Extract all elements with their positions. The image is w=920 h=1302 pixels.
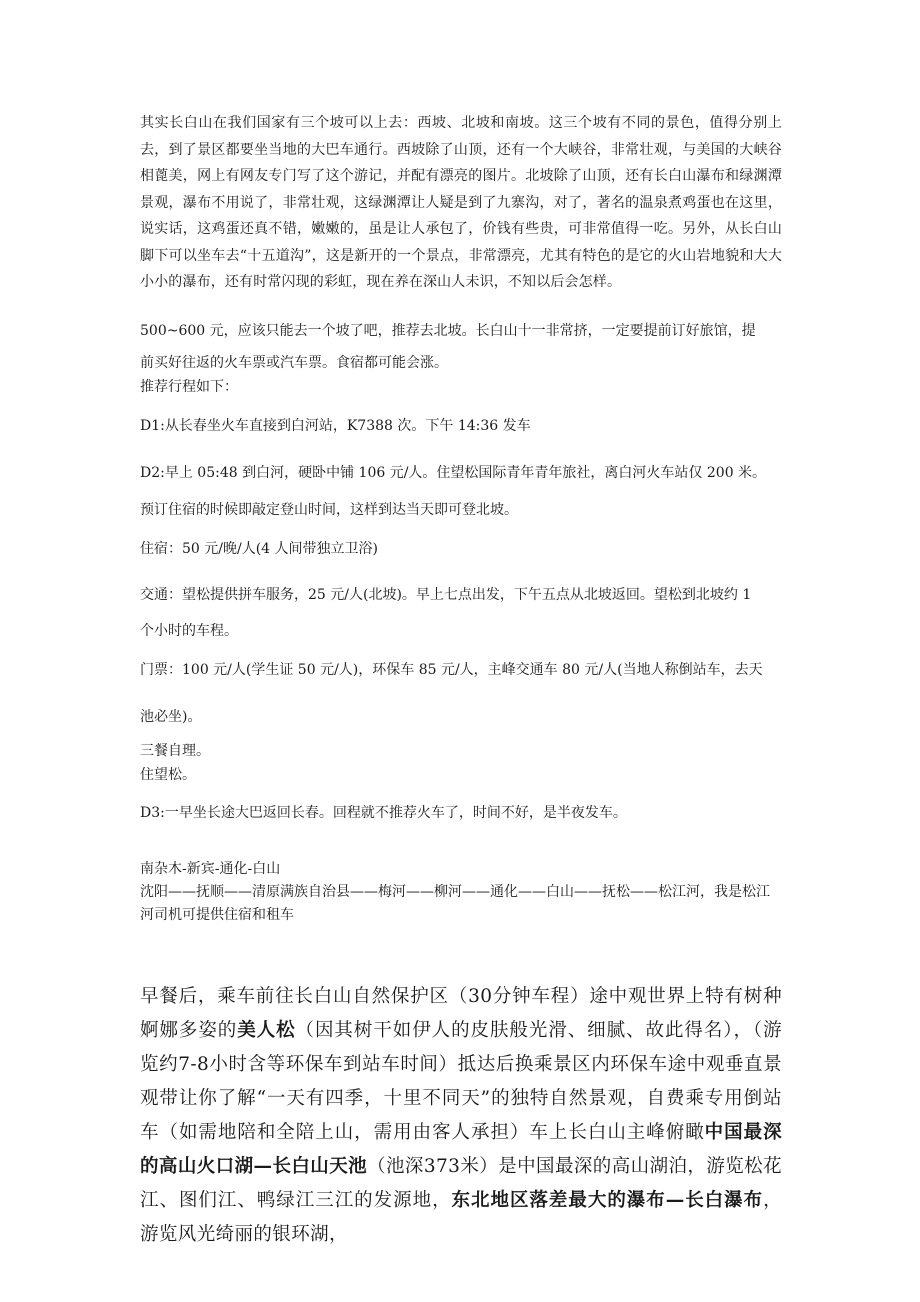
tour-text-2: （因其树干如伊人的皮肤般光滑、细腻、故此得名），（游览约7-8小时含等环保车到站车时间）抵达后换乘景区内环保车途中观垂直景观带让你了解“一天有四季，十里不同天”的独特自然景观，自费乘专用倒站车（如需地陪和全陪上山，需用由客人承担）车上长白山主峰俯瞰 xyxy=(140,1020,782,1143)
tour-text-4: ，游览风光绮丽的银环湖， xyxy=(140,1190,782,1245)
stay-info: 住望松。 xyxy=(140,767,196,783)
tickets-line-1: 门票：100 元/人(学生证 50 元/人)，环保车 85 元/人，主峰交通车 80 元/人(当地人称倒站车，去天 xyxy=(140,662,763,678)
itinerary-day-3: D3:一早坐长途大巴返回长春。回程就不推荐火车了，时间不好，是半夜发车。 xyxy=(140,805,627,821)
tour-text-1: 早餐后，乘车前往长白山自然保护区（30分钟车程）途中观世界上特有树种婀娜多姿的 xyxy=(140,986,782,1041)
itinerary-heading: 推荐行程如下： xyxy=(140,379,238,395)
route-section xyxy=(140,858,782,927)
budget-line-2: 前买好往返的火车票或汽车票。食宿都可能会涨。 xyxy=(140,355,448,371)
tour-highlight-pine: 美人松 xyxy=(237,1020,296,1041)
itinerary-day-2-line-1: D2:早上 05:48 到白河，硬卧中铺 106 元/人。住望松国际青年青年旅社，离白河火车站仅 200 米。 xyxy=(140,465,767,481)
tour-highlight-tianchi: 中国最深的高山火口湖—长白山天池 xyxy=(140,1122,782,1177)
itinerary-day-1: D1:从长春坐火车直接到白河站，K7388 次。下午 14:36 发车 xyxy=(140,418,531,434)
tour-description xyxy=(140,980,782,1252)
meals-info: 三餐自理。 xyxy=(140,743,210,759)
intro-paragraph: 其实长白山在我们国家有三个坡可以上去：西坡、北坡和南坡。这三个坡有不同的景色，值得分别上去，到了景区都要坐当地的大巴车通行。西坡除了山顶，还有一个大峡谷，非常壮观，与美国的大峡谷相蓖美，网上有网友专门写了这个游记，并配有漂亮的图片。北坡除了山顶，还有长白山瀑布和绿渊潭景观，瀑布不用说了，非常壮观，这绿渊潭让人疑是到了九寨沟，对了，著名的温泉煮鸡蛋也在这里，说实话，这鸡蛋还真不错，嫩嫩的，虽是让人承包了，价钱有些贵，可非常值得一吃。另外，从长白山脚下可以坐车去“十五道沟”，这是新开的一个景点，非常漂亮，尤其有特色的是它的火山岩地貌和大大小小的瀑布，还有时常闪现的彩虹，现在养在深山人未识，不知以后会怎样。 xyxy=(140,115,782,290)
lodging-info: 住宿：50 元/晚/人(4 人间带独立卫浴) xyxy=(140,541,378,557)
tour-text-3: （池深373米）是中国最深的高山湖泊，游览松花江、图们江、鸭绿江三江的发源地， xyxy=(140,1156,782,1211)
transport-line-1: 交通：望松提供拼车服务，25 元/人(北坡)。早上七点出发，下午五点从北坡返回。望松到北坡约 1 xyxy=(140,587,752,603)
route-text: 沈阳——抚顺——清原满族自治县——梅河——柳河——通化——白山——抚松——松江河，我是松江河司机可提供住宿和租车 xyxy=(140,884,770,923)
tickets-line-2: 池必坐)。 xyxy=(140,709,202,725)
itinerary-day-2-line-2: 预订住宿的时候即敲定登山时间，这样到达当天即可登北坡。 xyxy=(140,502,518,518)
budget-line-1: 500~600 元，应该只能去一个坡了吧，推荐去北坡。长白山十一非常挤，一定要提前订好旅馆，提 xyxy=(140,323,756,339)
transport-line-2: 个小时的车程。 xyxy=(140,623,238,639)
tour-highlight-waterfall: 东北地区落差最大的瀑布—长白瀑布 xyxy=(451,1190,764,1211)
route-title: 南杂木-新宾-通化-白山 xyxy=(140,861,281,877)
